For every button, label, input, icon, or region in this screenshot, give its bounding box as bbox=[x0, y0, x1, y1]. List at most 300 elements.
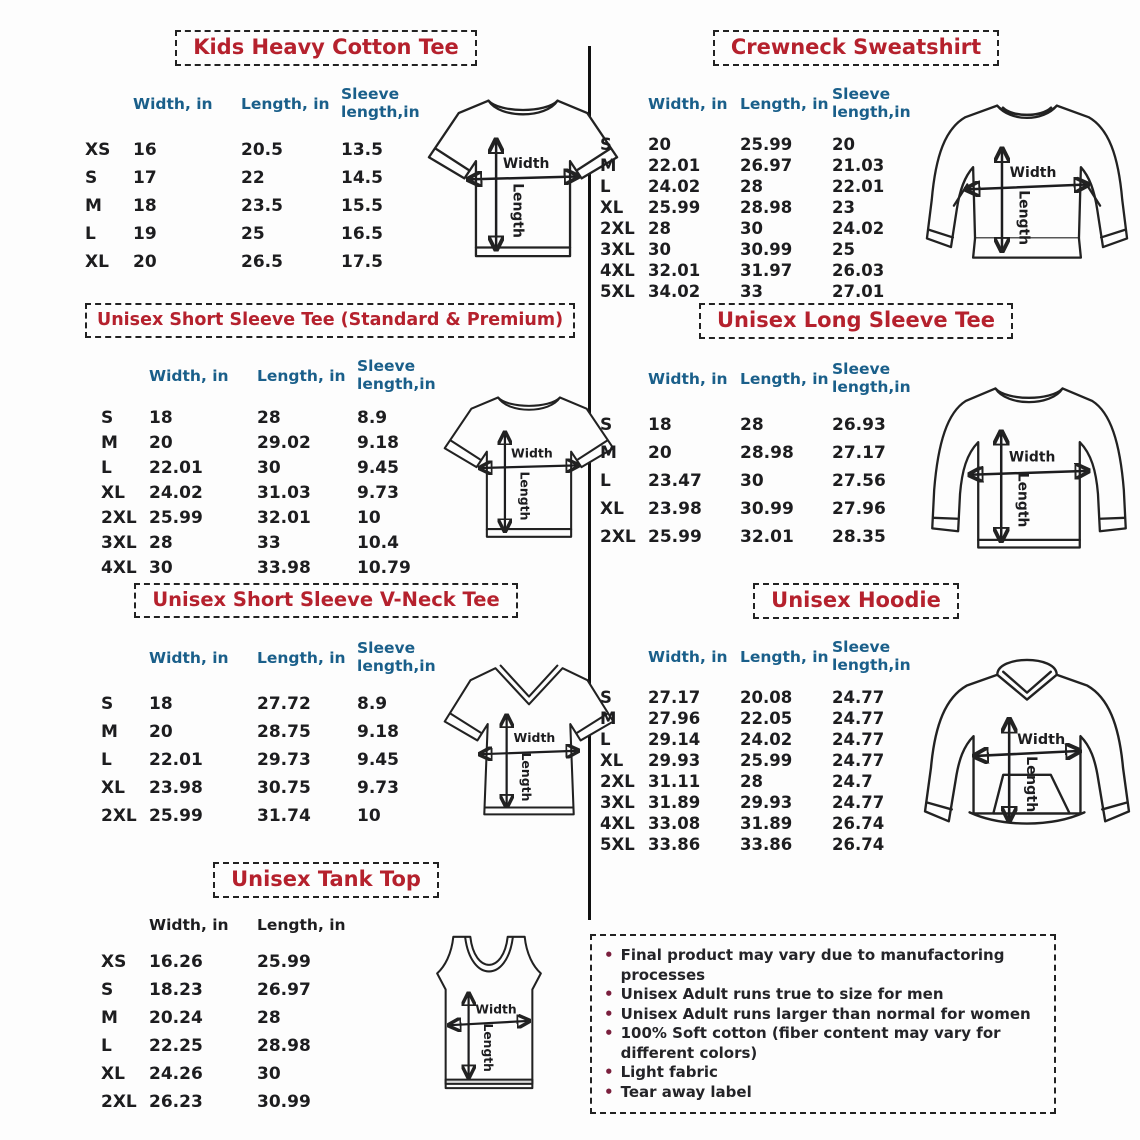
size-row bbox=[101, 718, 443, 746]
section-title-text: Unisex Tank Top bbox=[231, 867, 421, 891]
tank-top-illustration bbox=[413, 930, 565, 1100]
measurement-value: 17 bbox=[133, 167, 157, 188]
column-header: Sleeve length,in bbox=[357, 639, 436, 675]
size-label: 3XL bbox=[101, 533, 137, 554]
size-row bbox=[600, 750, 918, 771]
tee-illustration bbox=[427, 86, 619, 266]
measurement-value: 18 bbox=[149, 693, 173, 714]
size-table bbox=[85, 80, 427, 276]
size-label: XS bbox=[101, 952, 127, 972]
measurement-value: 31.89 bbox=[648, 792, 701, 812]
size-row bbox=[101, 506, 443, 531]
measurement-value: 28.98 bbox=[257, 1036, 311, 1056]
measurement-value: 28 bbox=[648, 218, 671, 238]
measurement-value: 25 bbox=[832, 239, 855, 259]
measurement-value: 17.5 bbox=[341, 251, 383, 272]
column-header-row bbox=[600, 355, 918, 411]
size-label: M bbox=[101, 433, 118, 454]
section-title bbox=[713, 30, 999, 66]
size-row bbox=[600, 729, 918, 750]
measurement-value: 24.77 bbox=[832, 708, 885, 728]
length-arrow-label: Length bbox=[519, 752, 535, 802]
size-row bbox=[600, 771, 918, 792]
size-row bbox=[600, 792, 918, 813]
note-item bbox=[604, 1083, 1042, 1103]
measurement-value: 23.98 bbox=[648, 498, 702, 519]
size-label: M bbox=[600, 155, 617, 175]
column-header: Width, in bbox=[648, 94, 728, 113]
measurement-value: 26.93 bbox=[832, 414, 886, 435]
size-column-header-blank bbox=[600, 633, 648, 687]
size-row bbox=[101, 690, 443, 718]
size-label: 2XL bbox=[101, 805, 137, 826]
measurement-value: 33.86 bbox=[740, 834, 793, 854]
column-header-row bbox=[85, 80, 427, 136]
section-unisex-tank-top bbox=[85, 862, 567, 1116]
section-title bbox=[85, 303, 575, 338]
measurement-value: 24.77 bbox=[832, 792, 885, 812]
measurement-value: 33 bbox=[740, 281, 763, 301]
measurement-value: 30.99 bbox=[740, 239, 793, 259]
column-header: Sleeve length,in bbox=[832, 360, 911, 396]
column-header: Sleeve length,in bbox=[832, 638, 911, 674]
section-crewneck-sweatshirt bbox=[600, 30, 1112, 302]
size-label: L bbox=[101, 749, 112, 770]
measurement-value: 20 bbox=[149, 433, 173, 454]
column-header: Length, in bbox=[241, 94, 330, 113]
size-row bbox=[600, 134, 918, 155]
width-arrow-label: Width bbox=[510, 445, 553, 461]
measurement-value: 9.45 bbox=[357, 749, 399, 770]
measurement-value: 31.03 bbox=[257, 483, 311, 504]
column-header: Width, in bbox=[149, 916, 229, 934]
hoodie-illustration bbox=[918, 653, 1136, 851]
measurement-value: 23.98 bbox=[149, 777, 203, 798]
size-row bbox=[600, 687, 918, 708]
length-arrow-label: Length bbox=[1014, 472, 1031, 528]
measurement-value: 25 bbox=[241, 223, 265, 244]
length-arrow-label: Length bbox=[517, 471, 533, 521]
size-row bbox=[101, 774, 443, 802]
measurement-value: 10.4 bbox=[357, 533, 399, 554]
measurement-value: 30 bbox=[257, 1064, 281, 1084]
section-title bbox=[753, 583, 959, 619]
size-label: M bbox=[600, 708, 617, 728]
note-item bbox=[604, 985, 1042, 1005]
measurement-value: 9.73 bbox=[357, 777, 399, 798]
long-sleeve-tee-illustration bbox=[918, 377, 1140, 559]
size-label: S bbox=[600, 414, 613, 435]
size-label: 3XL bbox=[600, 792, 635, 812]
size-table bbox=[600, 633, 918, 855]
note-item bbox=[604, 1063, 1042, 1083]
measurement-value: 23 bbox=[832, 197, 855, 217]
measurement-value: 23.5 bbox=[241, 195, 283, 216]
size-label: 4XL bbox=[600, 813, 635, 833]
measurement-value: 8.9 bbox=[357, 408, 388, 429]
size-column-header-blank bbox=[85, 80, 133, 136]
size-label: L bbox=[101, 458, 112, 479]
measurement-value: 33.08 bbox=[648, 813, 701, 833]
measurement-value: 26.5 bbox=[241, 251, 283, 272]
size-row bbox=[101, 976, 357, 1004]
column-header: Length, in bbox=[257, 366, 346, 385]
measurement-value: 33.98 bbox=[257, 558, 311, 579]
size-label: XS bbox=[85, 139, 111, 160]
size-label: S bbox=[600, 687, 612, 707]
measurement-value: 8.9 bbox=[357, 693, 388, 714]
bullet-icon: • bbox=[604, 946, 614, 964]
note-text: Tear away label bbox=[620, 1082, 752, 1101]
section-title bbox=[213, 862, 439, 898]
note-text: Light fabric bbox=[620, 1063, 718, 1081]
column-header-row bbox=[101, 634, 443, 690]
width-arrow-label: Width bbox=[513, 730, 556, 746]
section-title-text: Crewneck Sweatshirt bbox=[730, 35, 982, 59]
length-arrow-label: Length bbox=[1015, 190, 1032, 246]
note-text: Unisex Adult runs larger than normal for women bbox=[620, 1004, 1031, 1023]
size-label: L bbox=[85, 223, 96, 244]
measurement-value: 32.01 bbox=[257, 508, 311, 529]
measurement-value: 10.79 bbox=[357, 558, 411, 579]
size-row bbox=[600, 523, 918, 551]
size-row bbox=[101, 456, 443, 481]
measurement-value: 13.5 bbox=[341, 139, 383, 160]
bullet-icon: • bbox=[604, 1024, 614, 1042]
measurement-value: 30 bbox=[740, 218, 763, 238]
measurement-value: 29.02 bbox=[257, 433, 311, 454]
measurement-value: 28 bbox=[740, 771, 763, 791]
measurement-value: 30.99 bbox=[257, 1092, 311, 1112]
measurement-value: 18 bbox=[133, 195, 157, 216]
measurement-value: 22.01 bbox=[648, 155, 701, 175]
measurement-value: 32.01 bbox=[740, 526, 794, 547]
measurement-value: 22 bbox=[241, 167, 265, 188]
measurement-value: 16 bbox=[133, 139, 157, 160]
size-row bbox=[600, 411, 918, 439]
size-column-header-blank bbox=[101, 352, 149, 406]
product-notes-list bbox=[604, 946, 1042, 1102]
measurement-value: 24.77 bbox=[832, 729, 885, 749]
size-row bbox=[85, 248, 427, 276]
section-title-text: Kids Heavy Cotton Tee bbox=[193, 35, 459, 59]
size-label: XL bbox=[600, 498, 624, 519]
note-item bbox=[604, 946, 1042, 985]
bullet-icon: • bbox=[604, 985, 614, 1003]
measurement-value: 28 bbox=[257, 408, 281, 429]
size-label: L bbox=[101, 1036, 112, 1056]
size-label: XL bbox=[101, 483, 125, 504]
section-unisex-short-sleeve-tee bbox=[85, 303, 567, 581]
size-label: XL bbox=[600, 750, 624, 770]
vneck-tee-illustration bbox=[443, 656, 615, 824]
measurement-value: 24.02 bbox=[740, 729, 793, 749]
size-label: 5XL bbox=[600, 281, 635, 301]
column-header-row bbox=[600, 80, 918, 134]
measurement-value: 30 bbox=[149, 558, 173, 579]
section-title bbox=[175, 30, 477, 66]
product-notes-box bbox=[590, 934, 1056, 1114]
measurement-value: 26.23 bbox=[149, 1092, 203, 1112]
size-row bbox=[600, 708, 918, 729]
size-table bbox=[101, 352, 443, 581]
measurement-value: 20.24 bbox=[149, 1008, 203, 1028]
column-header-row bbox=[101, 352, 443, 406]
measurement-value: 24.02 bbox=[648, 176, 701, 196]
size-row bbox=[600, 260, 918, 281]
column-header: Width, in bbox=[133, 94, 213, 113]
measurement-value: 22.01 bbox=[149, 749, 203, 770]
length-arrow-label: Length bbox=[480, 1023, 495, 1072]
note-item bbox=[604, 1005, 1042, 1025]
measurement-value: 28 bbox=[257, 1008, 281, 1028]
size-label: 2XL bbox=[101, 1092, 137, 1112]
size-table bbox=[600, 355, 918, 551]
measurement-value: 20 bbox=[648, 442, 672, 463]
column-header: Sleeve length,in bbox=[341, 85, 420, 121]
measurement-value: 33 bbox=[257, 533, 281, 554]
measurement-value: 16.26 bbox=[149, 952, 203, 972]
column-header: Sleeve length,in bbox=[357, 357, 436, 393]
size-label: 4XL bbox=[600, 260, 635, 280]
measurement-value: 30 bbox=[257, 458, 281, 479]
measurement-value: 16.5 bbox=[341, 223, 383, 244]
measurement-value: 27.72 bbox=[257, 693, 311, 714]
measurement-value: 19 bbox=[133, 223, 157, 244]
size-column-header-blank bbox=[101, 634, 149, 690]
size-table bbox=[600, 80, 918, 302]
size-row bbox=[600, 834, 918, 855]
measurement-value: 20 bbox=[648, 134, 671, 154]
measurement-value: 9.73 bbox=[357, 483, 399, 504]
measurement-value: 9.45 bbox=[357, 458, 399, 479]
column-header: Width, in bbox=[648, 647, 728, 666]
size-row bbox=[101, 431, 443, 456]
measurement-value: 24.02 bbox=[149, 483, 203, 504]
measurement-value: 22.05 bbox=[740, 708, 793, 728]
measurement-value: 20 bbox=[133, 251, 157, 272]
measurement-value: 25.99 bbox=[740, 750, 793, 770]
size-label: S bbox=[101, 408, 114, 429]
column-header-row bbox=[600, 633, 918, 687]
measurement-value: 27.17 bbox=[648, 687, 701, 707]
size-label: L bbox=[600, 176, 611, 196]
size-column-header-blank bbox=[600, 80, 648, 134]
bullet-icon: • bbox=[604, 1004, 614, 1023]
size-row bbox=[85, 220, 427, 248]
column-header: Width, in bbox=[149, 648, 229, 667]
measurement-value: 29.73 bbox=[257, 749, 311, 770]
column-header-row bbox=[101, 910, 357, 948]
size-table bbox=[101, 634, 443, 830]
size-row bbox=[101, 406, 443, 431]
measurement-value: 20 bbox=[149, 721, 173, 742]
size-label: S bbox=[600, 134, 612, 154]
size-row bbox=[85, 192, 427, 220]
size-label: 5XL bbox=[600, 834, 635, 854]
size-row bbox=[600, 176, 918, 197]
measurement-value: 18 bbox=[149, 408, 173, 429]
column-header: Length, in bbox=[740, 369, 829, 388]
measurement-value: 29.93 bbox=[648, 750, 701, 770]
size-row bbox=[600, 467, 918, 495]
size-column-header-blank bbox=[101, 910, 149, 948]
measurement-value: 22.01 bbox=[149, 458, 203, 479]
size-label: M bbox=[85, 195, 102, 216]
measurement-value: 24.02 bbox=[832, 218, 885, 238]
measurement-value: 30.99 bbox=[740, 498, 794, 519]
measurement-value: 22.01 bbox=[832, 176, 885, 196]
size-label: M bbox=[600, 442, 617, 463]
measurement-value: 15.5 bbox=[341, 195, 383, 216]
measurement-value: 31.11 bbox=[648, 771, 701, 791]
measurement-value: 18.23 bbox=[149, 980, 203, 1000]
width-arrow-label: Width bbox=[1017, 732, 1066, 749]
length-arrow-label: Length bbox=[1023, 755, 1039, 813]
note-text: Final product may vary due to manufactoring processes bbox=[620, 946, 1005, 984]
size-label: 2XL bbox=[101, 508, 137, 529]
bullet-icon: • bbox=[604, 1063, 614, 1081]
size-row bbox=[600, 439, 918, 467]
size-row bbox=[101, 948, 357, 976]
column-header: Length, in bbox=[740, 647, 829, 666]
size-row bbox=[600, 281, 918, 302]
measurement-value: 25.99 bbox=[740, 134, 793, 154]
measurement-value: 31.89 bbox=[740, 813, 793, 833]
size-label: 4XL bbox=[101, 558, 137, 579]
section-title bbox=[699, 303, 1013, 339]
tee-illustration bbox=[443, 384, 615, 546]
size-row bbox=[101, 481, 443, 506]
note-text: 100% Soft cotton (fiber content may vary for different colors) bbox=[620, 1024, 1001, 1062]
size-row bbox=[600, 155, 918, 176]
size-row bbox=[101, 802, 443, 830]
size-row bbox=[85, 164, 427, 192]
measurement-value: 26.74 bbox=[832, 834, 885, 854]
size-row bbox=[600, 197, 918, 218]
measurement-value: 33.86 bbox=[648, 834, 701, 854]
size-table bbox=[101, 910, 357, 1116]
measurement-value: 27.17 bbox=[832, 442, 886, 463]
measurement-value: 28 bbox=[149, 533, 173, 554]
width-arrow-label: Width bbox=[1008, 449, 1056, 466]
measurement-value: 10 bbox=[357, 508, 381, 529]
size-row bbox=[101, 1088, 357, 1116]
section-title-text: Unisex Long Sleeve Tee bbox=[717, 308, 995, 332]
size-label: S bbox=[101, 980, 114, 1000]
section-unisex-long-sleeve-tee bbox=[600, 303, 1112, 559]
note-text: Unisex Adult runs true to size for men bbox=[620, 985, 944, 1003]
size-label: XL bbox=[101, 1064, 125, 1084]
measurement-value: 30 bbox=[740, 470, 764, 491]
note-item bbox=[604, 1024, 1042, 1063]
size-label: M bbox=[101, 721, 118, 742]
measurement-value: 30.75 bbox=[257, 777, 311, 798]
size-row bbox=[85, 136, 427, 164]
size-row bbox=[101, 556, 443, 581]
section-title-text: Unisex Hoodie bbox=[771, 588, 941, 612]
measurement-value: 26.97 bbox=[257, 980, 311, 1000]
size-label: 3XL bbox=[600, 239, 635, 259]
width-arrow-label: Width bbox=[475, 1002, 517, 1017]
measurement-value: 26.74 bbox=[832, 813, 885, 833]
measurement-value: 25.99 bbox=[149, 508, 203, 529]
size-label: M bbox=[101, 1008, 118, 1028]
measurement-value: 28.35 bbox=[832, 526, 886, 547]
measurement-value: 28 bbox=[740, 414, 764, 435]
size-label: L bbox=[600, 470, 611, 491]
column-header: Width, in bbox=[648, 369, 728, 388]
bullet-icon: • bbox=[604, 1082, 614, 1101]
measurement-value: 28.98 bbox=[740, 197, 793, 217]
section-title-text: Unisex Short Sleeve V-Neck Tee bbox=[152, 588, 500, 611]
width-arrow-label: Width bbox=[502, 155, 550, 172]
measurement-value: 24.7 bbox=[832, 771, 873, 791]
measurement-value: 27.56 bbox=[832, 470, 886, 491]
measurement-value: 29.93 bbox=[740, 792, 793, 812]
size-label: 2XL bbox=[600, 526, 636, 547]
measurement-value: 25.99 bbox=[257, 952, 311, 972]
measurement-value: 24.77 bbox=[832, 750, 885, 770]
size-row bbox=[101, 746, 443, 774]
length-arrow-label: Length bbox=[509, 183, 526, 238]
column-header: Width, in bbox=[149, 366, 229, 385]
measurement-value: 32.01 bbox=[648, 260, 701, 280]
size-row bbox=[600, 813, 918, 834]
size-row bbox=[101, 531, 443, 556]
column-header: Sleeve length,in bbox=[832, 85, 911, 121]
size-label: XL bbox=[101, 777, 125, 798]
sweatshirt-illustration bbox=[918, 96, 1136, 274]
measurement-value: 26.03 bbox=[832, 260, 885, 280]
size-row bbox=[101, 1060, 357, 1088]
size-label: XL bbox=[85, 251, 109, 272]
measurement-value: 28.75 bbox=[257, 721, 311, 742]
measurement-value: 25.99 bbox=[648, 197, 701, 217]
measurement-value: 10 bbox=[357, 805, 381, 826]
measurement-value: 27.96 bbox=[832, 498, 886, 519]
measurement-value: 22.25 bbox=[149, 1036, 203, 1056]
measurement-value: 34.02 bbox=[648, 281, 701, 301]
measurement-value: 29.14 bbox=[648, 729, 701, 749]
column-header: Length, in bbox=[257, 648, 346, 667]
column-header: Length, in bbox=[740, 94, 829, 113]
section-title-text: Unisex Short Sleeve Tee (Standard & Premium) bbox=[97, 310, 564, 330]
measurement-value: 30 bbox=[648, 239, 671, 259]
size-label: 2XL bbox=[600, 771, 635, 791]
measurement-value: 28 bbox=[740, 176, 763, 196]
measurement-value: 28.98 bbox=[740, 442, 794, 463]
measurement-value: 14.5 bbox=[341, 167, 383, 188]
size-label: S bbox=[101, 693, 114, 714]
measurement-value: 24.26 bbox=[149, 1064, 203, 1084]
size-label: XL bbox=[600, 197, 624, 217]
measurement-value: 20.08 bbox=[740, 687, 793, 707]
size-row bbox=[600, 239, 918, 260]
section-kids-heavy-cotton-tee bbox=[85, 30, 567, 276]
measurement-value: 27.96 bbox=[648, 708, 701, 728]
measurement-value: 25.99 bbox=[648, 526, 702, 547]
size-row bbox=[600, 218, 918, 239]
measurement-value: 9.18 bbox=[357, 433, 399, 454]
section-unisex-hoodie bbox=[600, 583, 1112, 855]
measurement-value: 31.74 bbox=[257, 805, 311, 826]
size-label: L bbox=[600, 729, 611, 749]
column-header: Length, in bbox=[257, 916, 346, 934]
measurement-value: 20.5 bbox=[241, 139, 283, 160]
measurement-value: 31.97 bbox=[740, 260, 793, 280]
measurement-value: 21.03 bbox=[832, 155, 885, 175]
